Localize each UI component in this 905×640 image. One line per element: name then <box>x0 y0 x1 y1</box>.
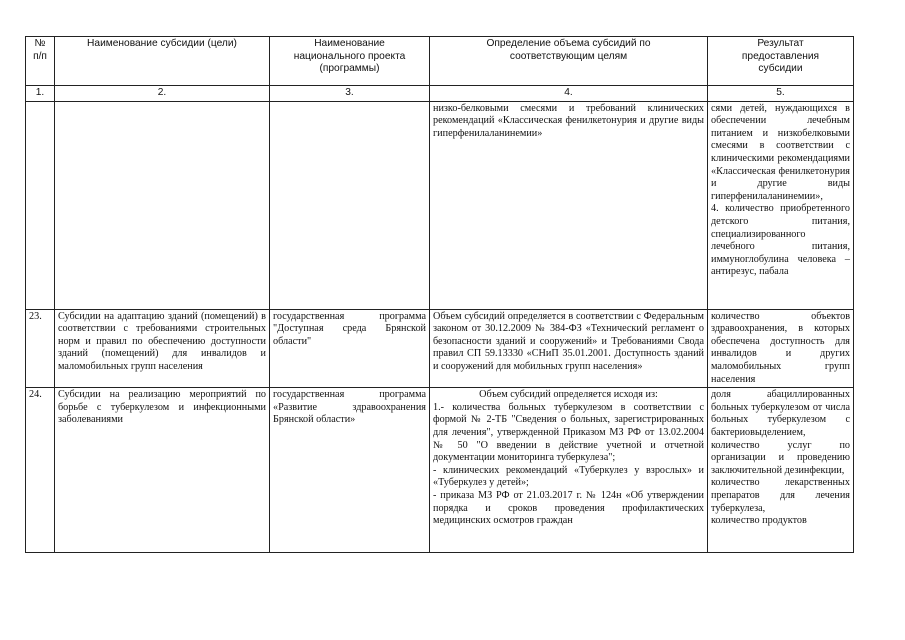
column-number: 4. <box>430 86 708 102</box>
column-number: 1. <box>26 86 55 102</box>
subsidy-table <box>25 36 854 553</box>
program-cell <box>270 101 430 309</box>
table-row <box>26 101 854 309</box>
header-subsidy-name: Наименование субсидии (цели) <box>55 37 270 86</box>
column-number: 2. <box>55 86 270 102</box>
table-row <box>26 309 854 388</box>
program-cell: государственная программа "Доступная среда Брянской области" <box>270 309 430 388</box>
result-cell: доля абациллированных больных туберкулезом от числа больных туберкулезом с бактериовыделением, количество услуг по организации и проведению заключительной дезинфекции, количество лекарственных препаратов для лечения туберкулеза, количество продуктов <box>708 388 854 553</box>
volume-text: 1.- количества больных туберкулезом в соответствии с формой № 2-ТБ "Сведения о больных, зарегистрированных для лечения", утвержденной Приказом МЗ РФ от 13.02.2004 № 50 "О введении в действие учетной и отчетной документации мониторинга туберкулеза"; - клинических рекомендаций «Туберкулез у взрослых» и «Туберкулез у детей»; - приказа МЗ РФ от 21.03.2017 г. № 124н «Об утверждении порядка и сроков проведения профилактических медицинских осмотров граждан <box>433 401 704 527</box>
volume-cell: Объем субсидий определяется в соответствии с Федеральным законом от 30.12.2009 № 384-ФЗ «Технический регламент о безопасности зданий и сооружений» и Требованиями Свода правил СП 59.13330 «СНиП 35.01.2001. Доступность зданий и сооружений для мобильных групп населения» <box>430 309 708 388</box>
result-cell: сями детей, нуждающихся в обеспечении лечебным питанием и низкобелковыми смесями в соответствии с клиническими рекомендациями «Классическая фенилкетонурия и другие виды гиперфенилаланинемии», 4. количество приобретенного детского питания, специализированного лечебного питания, иммуноглобулина человека – антирезус, пабала <box>708 101 854 309</box>
program-cell: государственная программа «Развитие здравоохранения Брянской области» <box>270 388 430 553</box>
volume-cell: низко-белковыми смесями и требований клинических рекомендаций «Классическая фенилкетонурия и другие виды гиперфенилаланинемии» <box>430 101 708 309</box>
column-number: 5. <box>708 86 854 102</box>
header-volume: Определение объема субсидий по соответствующим целям <box>430 37 708 86</box>
subsidy-name-cell <box>55 101 270 309</box>
column-number-row <box>26 86 854 102</box>
volume-cell <box>430 388 708 553</box>
subsidy-name-cell: Субсидии на реализацию мероприятий по борьбе с туберкулезом и инфекционными заболеваниями <box>55 388 270 553</box>
row-number <box>26 101 55 309</box>
header-result: Результат предоставления субсидии <box>708 37 854 86</box>
result-cell: количество объектов здравоохранения, в которых обеспечена доступность для инвалидов и других маломобильных групп населения <box>708 309 854 388</box>
volume-intro: Объем субсидий определяется исходя из: <box>479 389 658 401</box>
subsidy-name-cell: Субсидии на адаптацию зданий (помещений) в соответствии с требованиями строительных норм и правил по обеспечению доступности зданий (помещений) для инвалидов и маломобильных групп населения <box>55 309 270 388</box>
header-row <box>26 37 854 86</box>
column-number: 3. <box>270 86 430 102</box>
header-program: Наименование национального проекта (программы) <box>270 37 430 86</box>
table-row <box>26 388 854 553</box>
header-number: № п/п <box>26 37 55 86</box>
row-number: 24. <box>26 388 55 553</box>
row-number: 23. <box>26 309 55 388</box>
